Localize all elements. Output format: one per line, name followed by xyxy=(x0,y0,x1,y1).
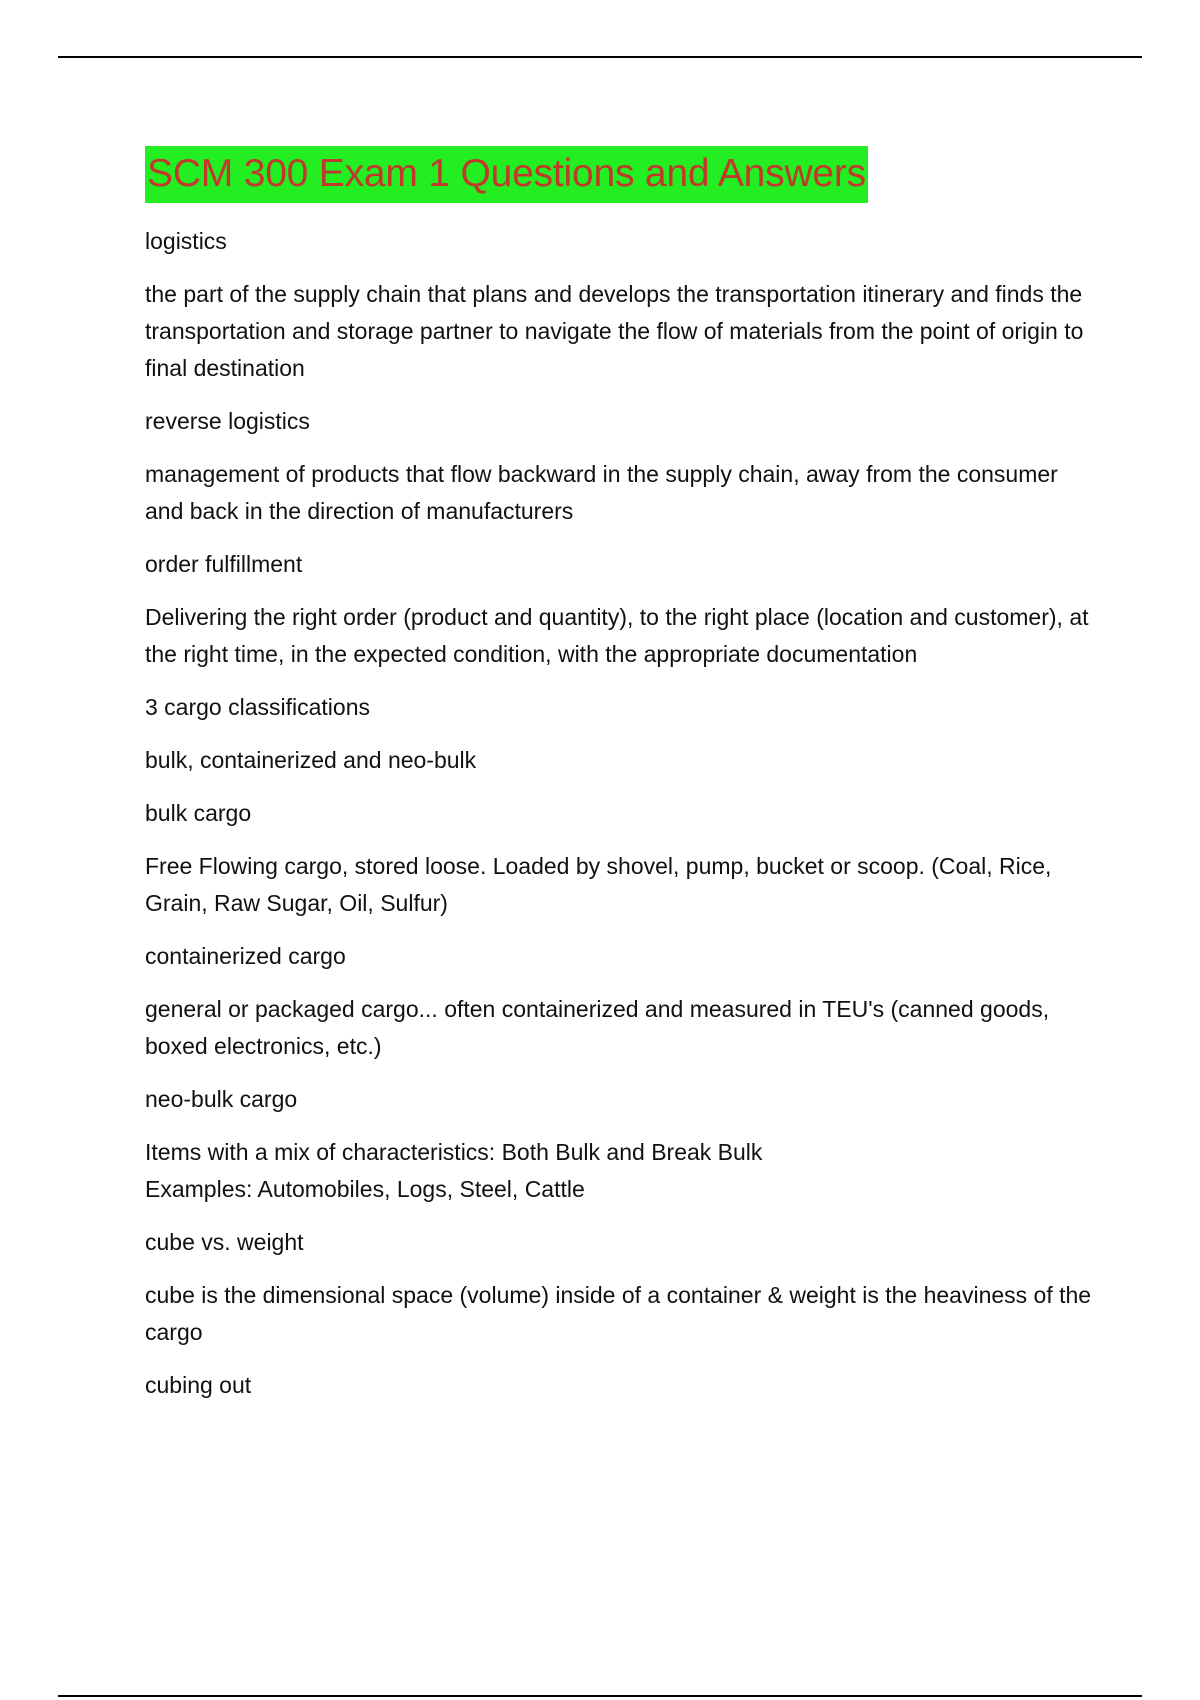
header-rule xyxy=(58,56,1142,58)
answer-definition: Items with a mix of characteristics: Both Bulk and Break Bulk Examples: Automobiles, Logs, Steel, Cattle xyxy=(145,1139,763,1202)
question-term: logistics xyxy=(145,228,227,254)
answer-definition: management of products that flow backward in the supply chain, away from the consumer and back in the direction of manufacturers xyxy=(145,461,1058,524)
question-term: order fulfillment xyxy=(145,551,303,577)
question-term: bulk cargo xyxy=(145,800,252,826)
document-title: SCM 300 Exam 1 Questions and Answers xyxy=(145,146,868,203)
question-term: cubing out xyxy=(145,1372,252,1398)
question-term: cube vs. weight xyxy=(145,1229,304,1255)
answer-definition: Free Flowing cargo, stored loose. Loaded by shovel, pump, bucket or scoop. (Coal, Rice, Grain, Raw Sugar, Oil, Sulfur) xyxy=(145,853,1052,916)
qa-list xyxy=(145,223,1100,1404)
question-term: 3 cargo classifications xyxy=(145,694,370,720)
question-term: neo-bulk cargo xyxy=(145,1086,298,1112)
answer-definition: Delivering the right order (product and quantity), to the right place (location and customer), at the right time, in the expected condition, with the appropriate documentation xyxy=(145,604,1089,667)
answer-definition: the part of the supply chain that plans and develops the transportation itinerary and finds the transportation and storage partner to navigate the flow of materials from the point of origin to final destination xyxy=(145,281,1084,381)
answer-definition: bulk, containerized and neo-bulk xyxy=(145,747,477,773)
question-term: containerized cargo xyxy=(145,943,346,969)
footer-rule xyxy=(58,1695,1142,1697)
answer-definition: cube is the dimensional space (volume) inside of a container & weight is the heaviness of the cargo xyxy=(145,1282,1092,1345)
answer-definition: general or packaged cargo... often containerized and measured in TEU's (canned goods, boxed electronics, etc.) xyxy=(145,996,1050,1059)
question-term: reverse logistics xyxy=(145,408,310,434)
document-body xyxy=(145,146,1100,1420)
